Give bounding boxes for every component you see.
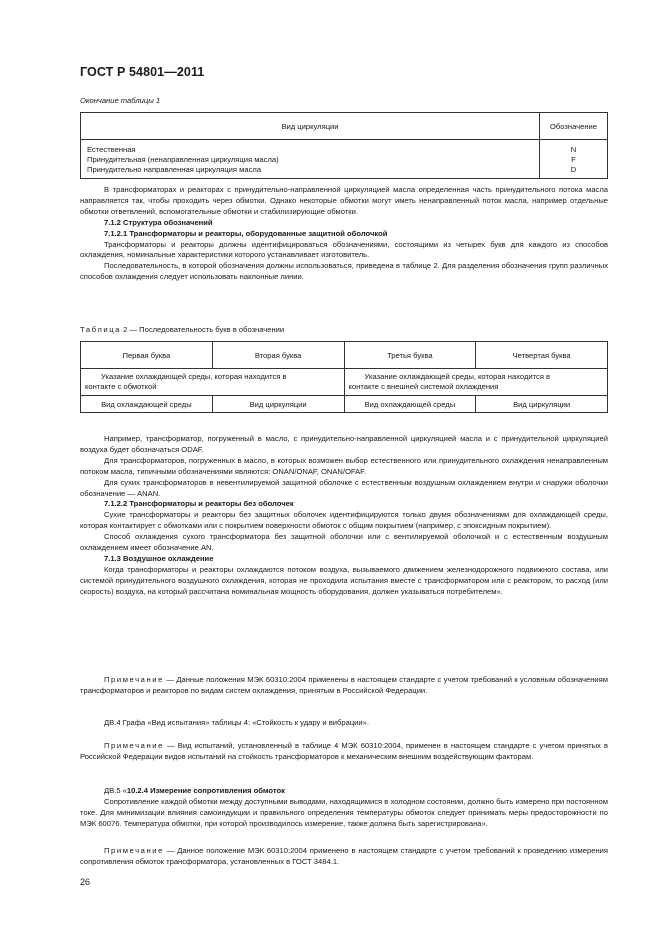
table1-codes — [540, 140, 608, 179]
table1-types — [81, 140, 540, 179]
paragraph: В трансформаторах и реакторах с принудительно-направленной циркуляцией масла определенная часть принудительного потока масла направляется так, чтобы проходить через обмотки. Однако некоторые обмотки могут иметь ненаправленный поток масла, например отдельные обмотки ответвлений, вспомогательные обмотки и стабилизирующие обмотки. — [80, 185, 608, 216]
table2-group-line: контакте с внешней системой охлаждения — [348, 382, 499, 391]
table1-row-type: Принудительно направленная циркуляция масла — [87, 165, 262, 174]
table2-cell: Вид циркуляции — [476, 396, 608, 413]
note-3 — [80, 846, 608, 868]
db5-prefix: ДВ.5 « — [104, 786, 127, 795]
table2-header: Третья буква — [344, 342, 476, 369]
table2-caption-text: 2 — Последовательность букв в обозначении — [123, 325, 285, 334]
paragraph: Сухие трансформаторы и реакторы без защитных оболочек идентифицируются только двумя обозначениями для охлаждающей среды, которая контактирует с обмотками или с покрытием поверхности обмоток с общим покрытием (например, с эпоксидным покрытием). — [80, 510, 608, 531]
paragraph: Для сухих трансформаторов в невентилируемой защитной оболочке с естественным воздушным охлаждением внутри и снаружи оболочки обозначение — ANAN. — [80, 477, 608, 498]
section-heading: 7.1.2 Структура обозначений — [104, 217, 213, 227]
paragraph: Последовательность, в которой обозначения должны использоваться, приведена в таблице 2. Для разделения обозначения групп различных способов охлаждения следует использовать наклонные линии. — [80, 261, 608, 282]
paragraph: Для трансформаторов, погруженных в масло, в которых возможен выбор естественного или принудительного охлаждения ненаправленным потоком масла, типичными обозначениями являются: ONAN/ONAF, ONAN/OFAF. — [80, 455, 608, 476]
section-heading: 7.1.2.2 Трансформаторы и реакторы без оболочек — [104, 499, 294, 509]
table1 — [80, 112, 608, 179]
text-block-2 — [80, 434, 608, 598]
paragraph: Сопротивление каждой обмотки между доступными выводами, находящимися в холодном состоянии, должно быть измерено при постоянном токе. Для минимизации влияния самоиндукции и правильного определения температуры обмоток следует принимать меры предосторожности по МЭК 60076. Температура обмотки, при которой производилось измерение, также должна быть зарегистрирована». — [80, 796, 608, 828]
table2-group-line: контакте с обмоткой — [85, 382, 157, 391]
note-label: Примечание — [104, 675, 164, 684]
table2-group-line: Указание охлаждающей среды, которая находится в — [364, 372, 551, 381]
table2-group-winding — [81, 369, 345, 396]
note-label: Примечание — [104, 846, 164, 855]
table2-group-external — [344, 369, 608, 396]
table2-cell: Вид охлаждающей среды — [344, 396, 476, 413]
db5-title: 10.2.4 Измерение сопротивления обмоток — [126, 786, 285, 795]
table2-group-line: Указание охлаждающей среды, которая находится в — [101, 372, 287, 381]
note-label: Примечание — [104, 741, 164, 750]
paragraph: Когда трансформаторы и реакторы охлаждаются потоком воздуха, вызываемого движением железнодорожного подвижного состава, или системой принудительного воздушного охлаждения, которая не проходила испытания вместе с трансформатором или с реактором, то расход (или скорость) воздуха, на который рассчитана номинальная мощность оборудования, должен указываться потребителем». — [80, 564, 608, 596]
note-text: — Данные положения МЭК 60310:2004 применены в настоящем стандарте с учетом требований к условным обозначениям трансформаторов и реакторов по видам систем охлаждения, принятым в Российской Федерации. — [80, 675, 608, 695]
paragraph: Способ охлаждения сухого трансформатора без защитной оболочки или с вентилируемой оболочкой и с естественным воздушным охлаждением имеет обозначение AN. — [80, 532, 608, 553]
table1-header-type: Вид циркуляции — [81, 113, 540, 140]
table2-header: Вторая буква — [212, 342, 344, 369]
table1-row-code: F — [571, 155, 576, 164]
table2-header: Четвертая буква — [476, 342, 608, 369]
text-block-1 — [80, 185, 608, 283]
table2-cell: Вид охлаждающей среды — [81, 396, 213, 413]
paragraph: Например, трансформатор, погруженный в масло, с принудительно-направленной циркуляцией масла и с принудительной циркуляцией воздуха будет обозначаться ODAF. — [80, 434, 608, 454]
note-text: — Вид испытаний, установленный в таблице 4 МЭК 60310:2004, применен в настоящем стандарте с учетом принятых в Российской Федерации видов испытаний на стойкость трансформаторов к механическим внешним воздействующим факторам. — [80, 741, 608, 761]
table2-caption-word: Таблица — [80, 325, 121, 334]
table2-caption — [80, 325, 284, 334]
table1-header-code: Обозначение — [540, 113, 608, 140]
page-number: 26 — [80, 877, 91, 887]
table2-cell: Вид циркуляции — [212, 396, 344, 413]
db4-paragraph: ДВ.4 Графа «Вид испытания» таблицы 4: «Стойкость к удару и вибрации». — [104, 718, 369, 727]
note-1 — [80, 675, 608, 697]
note-text: — Данное положение МЭК 60310:2004 применено в настоящем стандарте с учетом требований к проведению измерения сопротивления обмоток трансформатора, установленных в ГОСТ 3484.1. — [80, 846, 608, 866]
text-block-3 — [80, 786, 608, 830]
table1-row-code: N — [570, 145, 577, 154]
table2-header: Первая буква — [81, 342, 213, 369]
note-2 — [80, 741, 608, 763]
section-heading: 7.1.3 Воздушное охлаждение — [104, 553, 214, 563]
paragraph: Трансформаторы и реакторы должны идентифицироваться обозначениями, состоящими из четырех букв для каждого из способов охлаждения, номинальные характеристики которого устанавливает изготовитель. — [80, 239, 608, 260]
section-heading: 7.1.2.1 Трансформаторы и реакторы, оборудованные защитной оболочкой — [104, 228, 388, 238]
table1-row-type: Естественная — [87, 145, 136, 154]
db5-heading — [80, 786, 608, 797]
table1-row-code: D — [570, 165, 577, 174]
standard-header: ГОСТ Р 54801—2011 — [80, 65, 205, 79]
table1-row-type: Принудительная (ненаправленная циркуляция масла) — [87, 155, 279, 164]
table2 — [80, 341, 608, 413]
table1-caption: Окончание таблицы 1 — [80, 96, 161, 105]
